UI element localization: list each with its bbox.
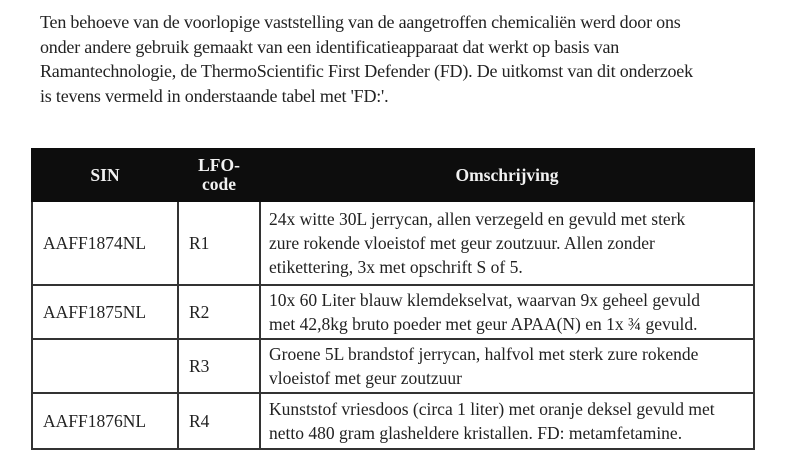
sin-cell: AAFF1874NL [32,201,178,285]
description-cell [260,393,754,449]
description-line: 10x 60 Liter blauw klemdekselvat, waarvan 9x geheel gevuld [269,290,701,310]
intro-line: onder andere gebruik gemaakt van een identificatieapparaat dat werkt op basis van [40,36,620,57]
description-cell [260,201,754,285]
description-line: Kunststof vriesdoos (circa 1 liter) met oranje deksel gevuld met [269,399,715,419]
sin-cell [32,339,178,393]
table-header [32,149,754,201]
header-lfo-code [178,149,260,201]
intro-paragraph [40,10,780,108]
lfo-code-cell: R3 [178,339,260,393]
description-cell [260,285,754,339]
findings-table [31,148,755,450]
sin-cell: AAFF1876NL [32,393,178,449]
description-line: vloeistof met geur zoutzuur [269,368,462,388]
header-description: Omschrijving [260,149,754,201]
sin-cell: AAFF1875NL [32,285,178,339]
table-row [32,393,754,449]
header-row [32,149,754,201]
description-cell [260,339,754,393]
description-line: etikettering, 3x met opschrift S of 5. [269,257,523,277]
description-line: 24x witte 30L jerrycan, allen verzegeld en gevuld met sterk [269,209,686,229]
header-lfo-line1: LFO- [198,155,240,175]
description-line: netto 480 gram glasheldere kristallen. FD: metamfetamine. [269,423,683,443]
lfo-code-cell: R1 [178,201,260,285]
description-line: Groene 5L brandstof jerrycan, halfvol met sterk zure rokende [269,344,699,364]
intro-line: Ten behoeve van de voorlopige vaststelling van de aangetroffen chemicaliën werd door ons [40,12,681,32]
description-line: zure rokende vloeistof met geur zoutzuur. Allen zonder [269,233,655,253]
table-row [32,339,754,393]
table-body [32,201,754,449]
lfo-code-cell: R4 [178,393,260,449]
description-line: met 42,8kg bruto poeder met geur APAA(N) en 1x ¾ gevuld. [269,314,698,334]
table-row [32,201,754,285]
intro-line: is tevens vermeld in onderstaande tabel met 'FD:'. [40,85,389,106]
intro-line: Ramantechnologie, de ThermoScientific First Defender (FD). De uitkomst van dit onderzoek [40,61,693,81]
table-row [32,285,754,339]
lfo-code-cell: R2 [178,285,260,339]
header-lfo-line2: code [201,174,237,194]
header-sin: SIN [32,149,178,201]
